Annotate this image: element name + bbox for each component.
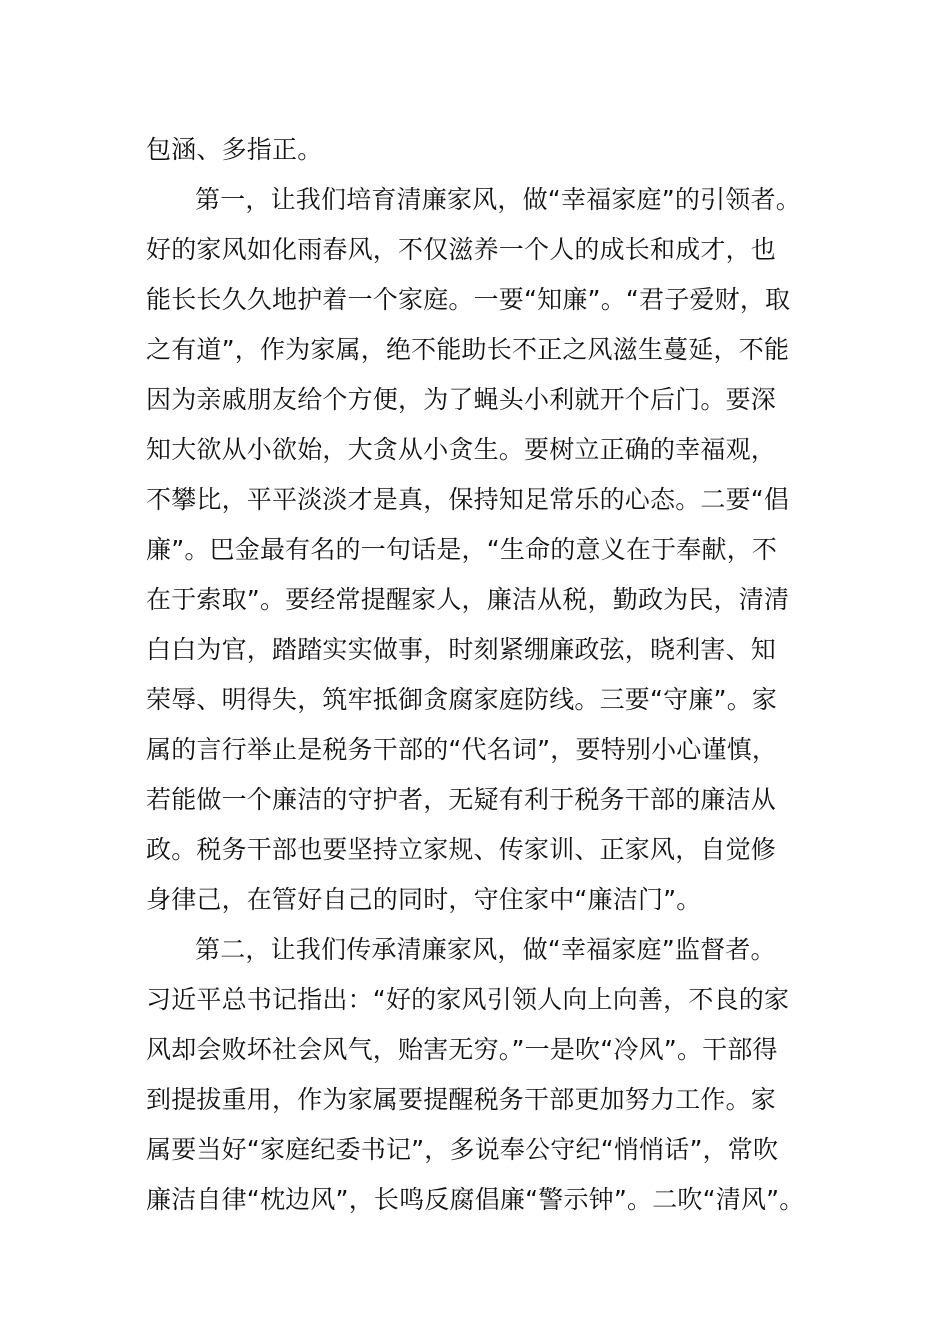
text-line: 荣辱、明得失，筑牢抵御贪腐家庭防线。三要“守廉”。家: [146, 685, 778, 714]
text-line: 能长长久久地护着一个家庭。一要“知廉”。“君子爱财，取: [146, 285, 791, 314]
text-line: 廉洁自律“枕边风”，长鸣反腐倡廉“警示钟”。二吹“清风”。: [146, 1185, 805, 1214]
text-line: 不攀比，平平淡淡才是真，保持知足常乐的心态。二要“倡: [146, 485, 790, 514]
text-line: 之有道”，作为家属，绝不能助长不正之风滋生蔓延，不能: [146, 335, 790, 364]
text-line: 包涵、多指正。: [146, 135, 323, 164]
text-line: 白白为官，踏踏实实做事，时刻紧绷廉政弦，晓利害、知: [146, 635, 777, 664]
text-line: 在于索取”。要经常提醒家人，廉洁从税，勤政为民，清清: [146, 585, 790, 614]
text-line: 政。税务干部也要坚持立家规、传家训、正家风，自觉修: [146, 835, 777, 864]
text-line: 因为亲戚朋友给个方便，为了蝇头小利就开个后门。要深: [146, 385, 777, 414]
text-line: 廉”。巴金最有名的一句话是，“生命的意义在于奉献，不: [146, 535, 778, 564]
text-line: 身律己，在管好自己的同时，守住家中“廉洁门”。: [146, 885, 702, 914]
text-line: 属的言行举止是税务干部的“代名词”，要特别小心谨慎，: [146, 735, 778, 764]
text-line: 属要当好“家庭纪委书记”，多说奉公守纪“悄悄话”，常吹: [146, 1135, 779, 1164]
text-line: 风却会败坏社会风气，贻害无穷。”一是吹“冷风”。干部得: [146, 1035, 778, 1064]
paragraph-heading-line: 第二，让我们传承清廉家风，做“幸福家庭”监督者。: [195, 935, 776, 964]
text-line: 若能做一个廉洁的守护者，无疑有利于税务干部的廉洁从: [146, 785, 777, 814]
paragraph-heading-line: 第一，让我们培育清廉家风，做“幸福家庭”的引领者。: [195, 185, 801, 214]
text-line: 好的家风如化雨春风，不仅滋养一个人的成长和成才，也: [146, 235, 777, 264]
text-line: 知大欲从小欲始，大贪从小贪生。要树立正确的幸福观，: [146, 435, 777, 464]
text-line: 习近平总书记指出：“好的家风引领人向上向善，不良的家: [146, 985, 790, 1014]
text-line: 到提拔重用，作为家属要提醒税务干部更加努力工作。家: [146, 1085, 777, 1114]
